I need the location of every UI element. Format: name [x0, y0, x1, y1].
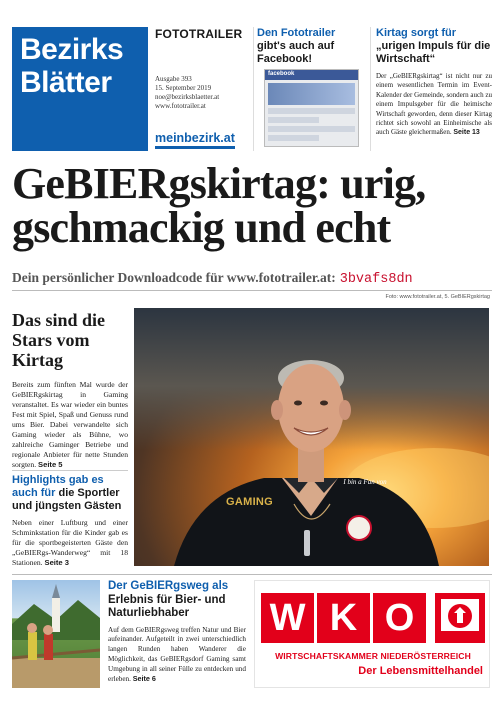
divider: [12, 290, 492, 291]
wko-name: WIRTSCHAFTSKAMMER NIEDERÖSTERREICH: [275, 651, 471, 661]
headline-line2: gschmackig und echt: [12, 203, 391, 252]
kids-article-text: Neben einer Luftburg und einer Schminkstation für die Kinder gab es für die sportbegeisterten Gäste den „GeBIERgs-Wanderweg“ mit 18 Stationen.: [12, 518, 128, 567]
issue-number: Ausgabe 393: [155, 75, 192, 83]
facebook-screenshot: [264, 69, 359, 147]
lead-article-text: Bereits zum fünften Mal wurde der GeBIERgskirtag in Gaming veranstaltet. Es war wieder ein buntes Fest mit Spiel, Spaß und Genuss rund ums Bier. Dabei verwandelte sich Gaming wieder als Bühne, wo zahlreiche Gaminger Betriebe und regionale Anbieter für nette Stunden sorgten.: [12, 380, 128, 469]
divider: [12, 574, 492, 575]
contact-web[interactable]: www.fototrailer.at: [155, 102, 206, 110]
issue-info: [155, 27, 247, 151]
kids-title-black: die Sportler und jüngsten Gästen: [12, 487, 122, 512]
lead-article[interactable]: [12, 310, 128, 470]
logo-line2: Blätter: [20, 66, 112, 99]
headline-line1: GeBIERgskirtag: urig,: [12, 159, 426, 208]
weg-article-text: Auf dem GeBIERgsweg treffen Natur und Bier aufeinander. Aufgeteilt in zwei unterschiedlich langen Runden haben Wanderer die Möglichkeit, das GeBIERgsdorf Gaming samt Umgebung in all seiner Fülle zu entdecken und erleben.: [108, 625, 246, 684]
church-spire: [52, 584, 60, 598]
facebook-bar-label: facebook: [265, 70, 358, 80]
wko-letter: K: [317, 593, 370, 643]
kids-article-page-ref[interactable]: Seite 3: [44, 558, 69, 567]
kids-article[interactable]: [12, 474, 128, 568]
wko-division: Der Lebensmittelhandel: [358, 665, 483, 677]
weg-title-black: Erlebnis für Bier- und Naturliebhaber: [108, 593, 226, 619]
weg-photo[interactable]: [12, 580, 100, 688]
railing: [12, 650, 100, 658]
lead-article-page-ref[interactable]: Seite 5: [38, 460, 63, 469]
weg-article[interactable]: [108, 580, 246, 685]
fan-badge: [347, 516, 371, 540]
kids-article-body: [12, 518, 128, 568]
download-text: Dein persönlicher Downloadcode für www.fototrailer.at:: [12, 270, 336, 285]
hiker-2-head: [43, 625, 53, 635]
teaser-kirtag[interactable]: [370, 27, 492, 151]
issue-meta: [155, 75, 219, 111]
divider: [12, 470, 128, 471]
kids-article-title: [12, 474, 128, 513]
facebook-row: [268, 117, 319, 123]
wko-letter: W: [261, 593, 314, 643]
teaser-kirtag-page-ref[interactable]: Seite 13: [453, 129, 480, 137]
hiker-1-head: [27, 623, 37, 633]
teaser-facebook[interactable]: [253, 27, 363, 151]
wko-advertisement[interactable]: [254, 580, 490, 688]
download-code[interactable]: 3bvafs8dn: [339, 272, 413, 287]
ear-right: [339, 400, 351, 420]
ear-left: [271, 400, 283, 420]
contact-email[interactable]: noe@bezirksblaetter.at: [155, 93, 220, 101]
facebook-row: [268, 135, 319, 141]
weg-article-page-ref[interactable]: Seite 6: [132, 674, 156, 684]
issue-date: 15. September 2019: [155, 84, 212, 92]
teaser-kirtag-kicker: Kirtag sorgt für: [376, 27, 457, 39]
main-headline: [12, 159, 492, 252]
teaser-facebook-kicker: Den Fototrailer: [257, 27, 336, 39]
lead-article-body: [12, 380, 128, 470]
eye-left: [294, 401, 302, 406]
teaser-kirtag-text: Der „GeBIERgskirtag“ ist nicht nur zu einem wesentlichen Termin im Event-Kalender der Gemeinde, sondern auch zu einem Impulsgeber für die heimische Wirtschaft geworden, denn dieser Kirtag richtet sich sowohl an Einheimische als auch Gäste gleichermaßen.: [376, 72, 492, 137]
boardwalk: [12, 658, 100, 688]
weg-article-body: [108, 626, 246, 686]
download-code-line: [12, 270, 492, 287]
hiker-2: [44, 634, 53, 660]
wko-eagle-icon: [435, 593, 485, 643]
teaser-facebook-title: gibt's auch auf Facebook!: [257, 40, 335, 65]
logo-line1: Bezirks: [20, 33, 124, 66]
section-title: FOTOTRAILER: [155, 27, 243, 41]
shirt-brand: GAMING: [226, 496, 274, 508]
weg-photo-illustration: [12, 580, 100, 688]
hiker-1: [28, 632, 37, 660]
shirt-slogan: I bin a Fan von: [343, 478, 387, 486]
eye-right: [320, 401, 328, 406]
portrait-illustration: [134, 308, 489, 566]
neck-upper: [298, 448, 324, 482]
church-tower: [52, 598, 60, 632]
sunglasses: [304, 530, 310, 556]
teaser-kirtag-body: [376, 72, 492, 138]
weg-title-blue: Der GeBIERgsweg als: [108, 580, 229, 592]
weg-article-title: [108, 580, 246, 621]
facebook-row: [268, 126, 355, 132]
site-link[interactable]: meinbezirk.at: [155, 131, 235, 149]
photo-credit: Foto: www.fototrailer.at, 5. GeBIERgskirtag: [385, 294, 490, 300]
facebook-row: [268, 108, 355, 114]
facebook-cover: [268, 83, 355, 105]
masthead-logo[interactable]: [12, 27, 148, 151]
main-photo[interactable]: [134, 308, 489, 566]
teaser-kirtag-title: „urigen Impuls für die Wirtschaft“: [376, 40, 491, 65]
wko-letter: O: [373, 593, 426, 643]
wko-letters: [261, 593, 426, 643]
face: [278, 364, 344, 452]
lead-article-title: Das sind die Stars vom Kirtag: [12, 310, 106, 370]
kids-title-blue: Highlights gab es auch für: [12, 474, 104, 499]
